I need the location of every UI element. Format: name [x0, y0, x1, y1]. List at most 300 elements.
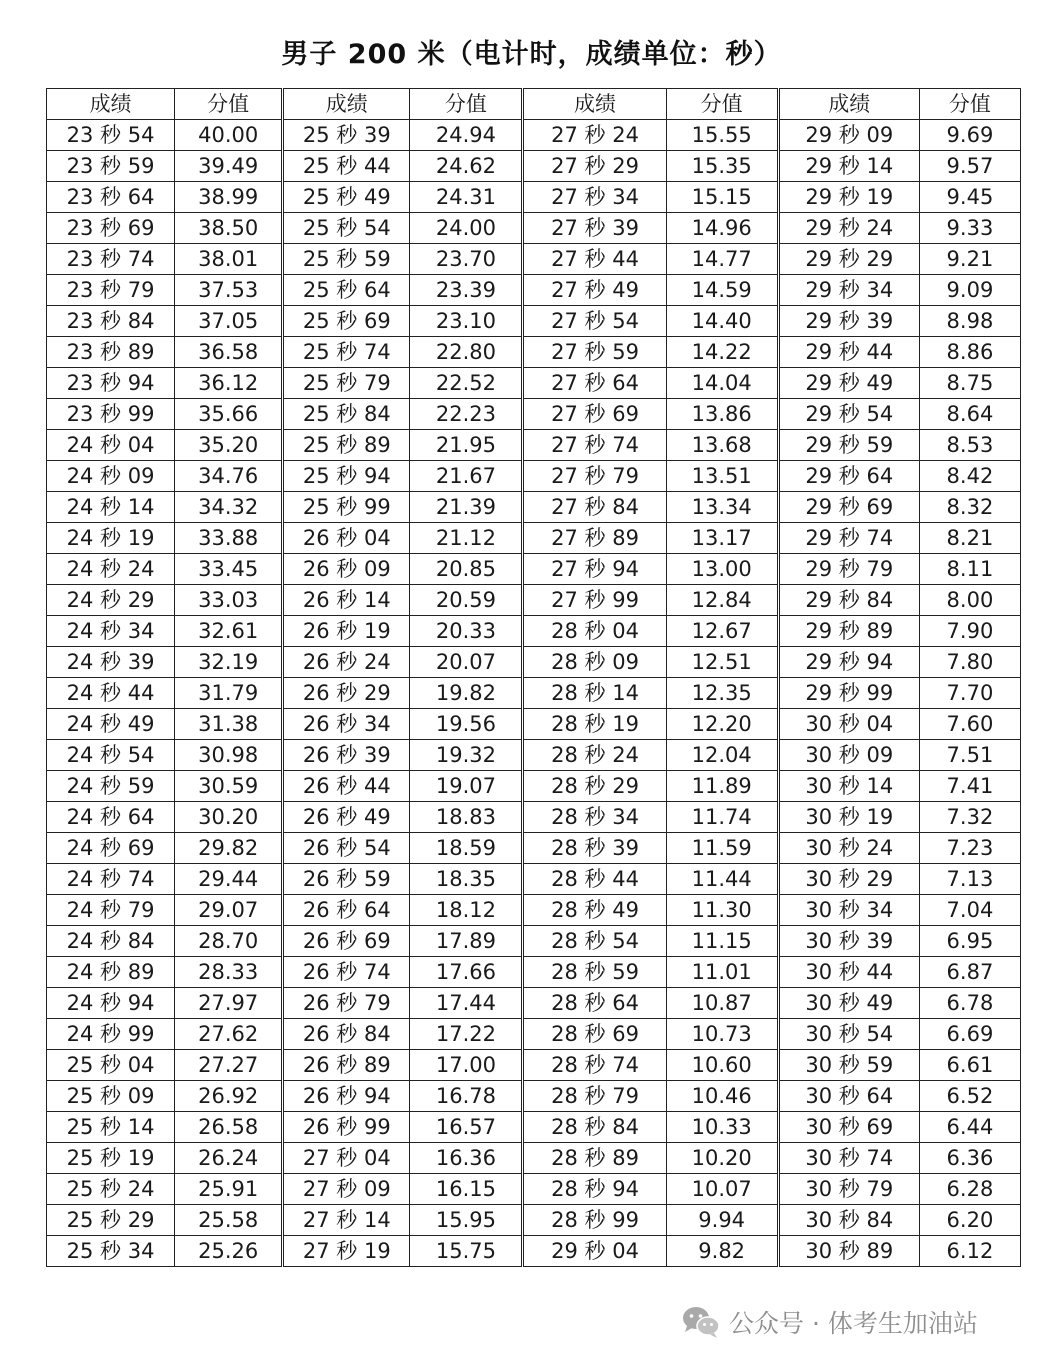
time-cell: 30 秒 69: [778, 1112, 919, 1143]
table-row: [47, 430, 1021, 461]
score-cell: 16.36: [410, 1143, 523, 1174]
time-cell: 28 秒 34: [523, 802, 666, 833]
time-cell: 24 秒 39: [47, 647, 175, 678]
table-row: [47, 120, 1021, 151]
score-cell: 21.95: [410, 430, 523, 461]
time-cell: 24 秒 19: [47, 523, 175, 554]
score-cell: 11.89: [666, 771, 778, 802]
score-cell: 6.44: [919, 1112, 1020, 1143]
score-cell: 17.00: [410, 1050, 523, 1081]
table-row: [47, 554, 1021, 585]
time-cell: 23 秒 89: [47, 337, 175, 368]
table-row: [47, 926, 1021, 957]
time-cell: 23 秒 64: [47, 182, 175, 213]
time-cell: 25 秒 14: [47, 1112, 175, 1143]
score-cell: 14.40: [666, 306, 778, 337]
score-cell: 16.78: [410, 1081, 523, 1112]
time-cell: 28 秒 99: [523, 1205, 666, 1236]
time-cell: 24 秒 59: [47, 771, 175, 802]
time-cell: 30 秒 54: [778, 1019, 919, 1050]
time-cell: 25 秒 79: [283, 368, 410, 399]
page-title: 男子 200 米（电计时，成绩单位：秒）: [281, 39, 782, 70]
score-cell: 39.49: [175, 151, 283, 182]
time-cell: 24 秒 79: [47, 895, 175, 926]
time-cell: 27 秒 59: [523, 337, 666, 368]
table-row: [47, 523, 1021, 554]
score-cell: 36.58: [175, 337, 283, 368]
score-cell: 7.70: [919, 678, 1020, 709]
time-cell: 30 秒 44: [778, 957, 919, 988]
score-cell: 6.87: [919, 957, 1020, 988]
time-cell: 27 秒 79: [523, 461, 666, 492]
time-cell: 28 秒 24: [523, 740, 666, 771]
score-cell: 11.74: [666, 802, 778, 833]
time-cell: 27 秒 19: [283, 1236, 410, 1267]
time-cell: 29 秒 14: [778, 151, 919, 182]
time-cell: 26 秒 39: [283, 740, 410, 771]
time-cell: 25 秒 69: [283, 306, 410, 337]
score-cell: 7.80: [919, 647, 1020, 678]
time-cell: 23 秒 94: [47, 368, 175, 399]
table-row: [47, 647, 1021, 678]
time-cell: 25 秒 64: [283, 275, 410, 306]
score-cell: 12.67: [666, 616, 778, 647]
time-cell: 29 秒 94: [778, 647, 919, 678]
score-cell: 8.11: [919, 554, 1020, 585]
time-cell: 26 秒 89: [283, 1050, 410, 1081]
time-cell: 30 秒 09: [778, 740, 919, 771]
score-cell: 12.84: [666, 585, 778, 616]
score-cell: 23.39: [410, 275, 523, 306]
time-cell: 28 秒 59: [523, 957, 666, 988]
time-cell: 30 秒 74: [778, 1143, 919, 1174]
table-row: [47, 957, 1021, 988]
score-cell: 32.19: [175, 647, 283, 678]
score-cell: 7.60: [919, 709, 1020, 740]
time-cell: 29 秒 59: [778, 430, 919, 461]
score-cell: 25.91: [175, 1174, 283, 1205]
score-cell: 15.55: [666, 120, 778, 151]
score-cell: 33.88: [175, 523, 283, 554]
time-cell: 30 秒 89: [778, 1236, 919, 1267]
table-row: [47, 1050, 1021, 1081]
table-row: [47, 585, 1021, 616]
score-cell: 7.32: [919, 802, 1020, 833]
score-cell: 7.23: [919, 833, 1020, 864]
time-cell: 26 秒 44: [283, 771, 410, 802]
score-cell: 8.86: [919, 337, 1020, 368]
score-cell: 18.83: [410, 802, 523, 833]
score-cell: 8.98: [919, 306, 1020, 337]
score-cell: 15.75: [410, 1236, 523, 1267]
time-cell: 29 秒 54: [778, 399, 919, 430]
score-cell: 6.78: [919, 988, 1020, 1019]
time-cell: 30 秒 59: [778, 1050, 919, 1081]
time-cell: 25 秒 54: [283, 213, 410, 244]
table-row: [47, 895, 1021, 926]
score-cell: 6.69: [919, 1019, 1020, 1050]
wechat-icon: [681, 1305, 721, 1339]
score-cell: 11.30: [666, 895, 778, 926]
time-cell: 24 秒 34: [47, 616, 175, 647]
score-cell: 15.35: [666, 151, 778, 182]
time-cell: 27 秒 24: [523, 120, 666, 151]
time-cell: 26 秒 94: [283, 1081, 410, 1112]
time-cell: 28 秒 94: [523, 1174, 666, 1205]
time-cell: 26 秒 59: [283, 864, 410, 895]
table-row: [47, 492, 1021, 523]
header-cell: 成绩: [283, 89, 410, 120]
time-cell: 27 秒 29: [523, 151, 666, 182]
time-cell: 24 秒 84: [47, 926, 175, 957]
score-cell: 7.90: [919, 616, 1020, 647]
score-cell: 10.20: [666, 1143, 778, 1174]
time-cell: 28 秒 74: [523, 1050, 666, 1081]
time-cell: 29 秒 24: [778, 213, 919, 244]
time-cell: 29 秒 44: [778, 337, 919, 368]
score-cell: 10.60: [666, 1050, 778, 1081]
time-cell: 27 秒 49: [523, 275, 666, 306]
score-cell: 25.26: [175, 1236, 283, 1267]
time-cell: 29 秒 04: [523, 1236, 666, 1267]
time-cell: 24 秒 94: [47, 988, 175, 1019]
time-cell: 30 秒 04: [778, 709, 919, 740]
score-cell: 6.20: [919, 1205, 1020, 1236]
time-cell: 26 秒 09: [283, 554, 410, 585]
score-cell: 14.22: [666, 337, 778, 368]
score-cell: 19.32: [410, 740, 523, 771]
time-cell: 26 秒 14: [283, 585, 410, 616]
time-cell: 26 秒 54: [283, 833, 410, 864]
score-cell: 35.20: [175, 430, 283, 461]
time-cell: 25 秒 99: [283, 492, 410, 523]
score-cell: 9.82: [666, 1236, 778, 1267]
time-cell: 30 秒 84: [778, 1205, 919, 1236]
time-cell: 27 秒 99: [523, 585, 666, 616]
score-cell: 9.45: [919, 182, 1020, 213]
header-cell: 成绩: [523, 89, 666, 120]
table-row: [47, 771, 1021, 802]
time-cell: 24 秒 99: [47, 1019, 175, 1050]
score-cell: 10.33: [666, 1112, 778, 1143]
time-cell: 24 秒 89: [47, 957, 175, 988]
time-cell: 27 秒 84: [523, 492, 666, 523]
score-cell: 20.85: [410, 554, 523, 585]
table-row: [47, 1205, 1021, 1236]
time-cell: 28 秒 44: [523, 864, 666, 895]
score-cell: 14.77: [666, 244, 778, 275]
time-cell: 26 秒 29: [283, 678, 410, 709]
time-cell: 26 秒 74: [283, 957, 410, 988]
time-cell: 30 秒 19: [778, 802, 919, 833]
time-cell: 27 秒 89: [523, 523, 666, 554]
time-cell: 26 秒 19: [283, 616, 410, 647]
score-table: [46, 88, 1021, 1267]
score-cell: 12.35: [666, 678, 778, 709]
score-cell: 18.59: [410, 833, 523, 864]
time-cell: 25 秒 29: [47, 1205, 175, 1236]
score-cell: 29.44: [175, 864, 283, 895]
score-cell: 37.05: [175, 306, 283, 337]
time-cell: 28 秒 39: [523, 833, 666, 864]
score-cell: 26.24: [175, 1143, 283, 1174]
score-cell: 16.15: [410, 1174, 523, 1205]
time-cell: 28 秒 54: [523, 926, 666, 957]
time-cell: 29 秒 19: [778, 182, 919, 213]
score-cell: 13.68: [666, 430, 778, 461]
time-cell: 29 秒 34: [778, 275, 919, 306]
score-cell: 14.59: [666, 275, 778, 306]
time-cell: 30 秒 14: [778, 771, 919, 802]
score-cell: 10.87: [666, 988, 778, 1019]
score-cell: 38.50: [175, 213, 283, 244]
score-cell: 38.99: [175, 182, 283, 213]
time-cell: 25 秒 44: [283, 151, 410, 182]
time-cell: 27 秒 44: [523, 244, 666, 275]
time-cell: 24 秒 69: [47, 833, 175, 864]
time-cell: 25 秒 04: [47, 1050, 175, 1081]
time-cell: 24 秒 54: [47, 740, 175, 771]
score-cell: 15.95: [410, 1205, 523, 1236]
score-cell: 9.94: [666, 1205, 778, 1236]
time-cell: 25 秒 89: [283, 430, 410, 461]
score-cell: 23.70: [410, 244, 523, 275]
score-cell: 12.51: [666, 647, 778, 678]
score-cell: 8.21: [919, 523, 1020, 554]
time-cell: 28 秒 64: [523, 988, 666, 1019]
score-cell: 6.52: [919, 1081, 1020, 1112]
time-cell: 26 秒 04: [283, 523, 410, 554]
time-cell: 30 秒 29: [778, 864, 919, 895]
time-cell: 25 秒 24: [47, 1174, 175, 1205]
score-cell: 31.79: [175, 678, 283, 709]
header-cell: 分值: [919, 89, 1020, 120]
watermark-text: 公众号 · 体考生加油站: [729, 1309, 978, 1338]
score-cell: 7.51: [919, 740, 1020, 771]
table-row: [47, 306, 1021, 337]
time-cell: 24 秒 04: [47, 430, 175, 461]
time-cell: 24 秒 44: [47, 678, 175, 709]
time-cell: 26 秒 79: [283, 988, 410, 1019]
score-cell: 8.32: [919, 492, 1020, 523]
score-cell: 14.04: [666, 368, 778, 399]
score-cell: 7.41: [919, 771, 1020, 802]
table-row: [47, 213, 1021, 244]
time-cell: 28 秒 14: [523, 678, 666, 709]
score-cell: 12.20: [666, 709, 778, 740]
header-cell: 分值: [410, 89, 523, 120]
score-cell: 11.59: [666, 833, 778, 864]
time-cell: 23 秒 59: [47, 151, 175, 182]
time-cell: 27 秒 09: [283, 1174, 410, 1205]
table-row: [47, 399, 1021, 430]
score-cell: 26.92: [175, 1081, 283, 1112]
score-cell: 7.04: [919, 895, 1020, 926]
header-cell: 成绩: [47, 89, 175, 120]
time-cell: 28 秒 84: [523, 1112, 666, 1143]
score-cell: 27.97: [175, 988, 283, 1019]
table-row: [47, 616, 1021, 647]
header-cell: 成绩: [778, 89, 919, 120]
score-cell: 30.98: [175, 740, 283, 771]
time-cell: 23 秒 99: [47, 399, 175, 430]
score-cell: 9.21: [919, 244, 1020, 275]
table-row: [47, 833, 1021, 864]
score-cell: 14.96: [666, 213, 778, 244]
time-cell: 28 秒 04: [523, 616, 666, 647]
header-cell: 分值: [175, 89, 283, 120]
score-cell: 26.58: [175, 1112, 283, 1143]
table-row: [47, 678, 1021, 709]
time-cell: 26 秒 64: [283, 895, 410, 926]
table-row: [47, 337, 1021, 368]
time-cell: 25 秒 84: [283, 399, 410, 430]
score-cell: 20.59: [410, 585, 523, 616]
score-cell: 15.15: [666, 182, 778, 213]
score-cell: 19.82: [410, 678, 523, 709]
table-row: [47, 864, 1021, 895]
score-cell: 24.94: [410, 120, 523, 151]
score-cell: 21.67: [410, 461, 523, 492]
score-cell: 11.15: [666, 926, 778, 957]
score-cell: 6.28: [919, 1174, 1020, 1205]
score-cell: 34.76: [175, 461, 283, 492]
score-cell: 37.53: [175, 275, 283, 306]
watermark: [681, 1302, 978, 1342]
score-cell: 32.61: [175, 616, 283, 647]
time-cell: 27 秒 54: [523, 306, 666, 337]
time-cell: 30 秒 24: [778, 833, 919, 864]
score-cell: 9.57: [919, 151, 1020, 182]
time-cell: 27 秒 04: [283, 1143, 410, 1174]
score-cell: 8.00: [919, 585, 1020, 616]
time-cell: 28 秒 29: [523, 771, 666, 802]
score-cell: 29.82: [175, 833, 283, 864]
score-cell: 31.38: [175, 709, 283, 740]
time-cell: 25 秒 39: [283, 120, 410, 151]
score-cell: 8.42: [919, 461, 1020, 492]
time-cell: 26 秒 84: [283, 1019, 410, 1050]
time-cell: 26 秒 34: [283, 709, 410, 740]
time-cell: 24 秒 29: [47, 585, 175, 616]
score-cell: 6.95: [919, 926, 1020, 957]
table-row: [47, 709, 1021, 740]
score-cell: 20.07: [410, 647, 523, 678]
time-cell: 27 秒 69: [523, 399, 666, 430]
score-cell: 33.03: [175, 585, 283, 616]
score-cell: 6.12: [919, 1236, 1020, 1267]
score-cell: 17.22: [410, 1019, 523, 1050]
score-cell: 18.35: [410, 864, 523, 895]
score-cell: 12.04: [666, 740, 778, 771]
header-cell: 分值: [666, 89, 778, 120]
score-cell: 13.51: [666, 461, 778, 492]
table-row: [47, 988, 1021, 1019]
time-cell: 30 秒 39: [778, 926, 919, 957]
score-cell: 22.52: [410, 368, 523, 399]
time-cell: 24 秒 49: [47, 709, 175, 740]
score-cell: 9.09: [919, 275, 1020, 306]
score-cell: 23.10: [410, 306, 523, 337]
time-cell: 29 秒 09: [778, 120, 919, 151]
table-row: [47, 1112, 1021, 1143]
time-cell: 28 秒 09: [523, 647, 666, 678]
time-cell: 28 秒 79: [523, 1081, 666, 1112]
table-row: [47, 275, 1021, 306]
score-cell: 7.13: [919, 864, 1020, 895]
time-cell: 27 秒 39: [523, 213, 666, 244]
time-cell: 28 秒 49: [523, 895, 666, 926]
score-cell: 29.07: [175, 895, 283, 926]
time-cell: 28 秒 69: [523, 1019, 666, 1050]
score-cell: 27.62: [175, 1019, 283, 1050]
time-cell: 27 秒 64: [523, 368, 666, 399]
time-cell: 25 秒 19: [47, 1143, 175, 1174]
score-cell: 35.66: [175, 399, 283, 430]
time-cell: 25 秒 09: [47, 1081, 175, 1112]
time-cell: 23 秒 79: [47, 275, 175, 306]
score-cell: 13.00: [666, 554, 778, 585]
time-cell: 27 秒 94: [523, 554, 666, 585]
score-cell: 30.20: [175, 802, 283, 833]
time-cell: 27 秒 74: [523, 430, 666, 461]
time-cell: 23 秒 54: [47, 120, 175, 151]
time-cell: 27 秒 14: [283, 1205, 410, 1236]
score-cell: 9.69: [919, 120, 1020, 151]
score-cell: 8.75: [919, 368, 1020, 399]
time-cell: 29 秒 74: [778, 523, 919, 554]
time-cell: 30 秒 49: [778, 988, 919, 1019]
table-row: [47, 1174, 1021, 1205]
table-row: [47, 151, 1021, 182]
time-cell: 26 秒 24: [283, 647, 410, 678]
score-cell: 11.01: [666, 957, 778, 988]
time-cell: 29 秒 49: [778, 368, 919, 399]
score-cell: 38.01: [175, 244, 283, 275]
time-cell: 24 秒 64: [47, 802, 175, 833]
time-cell: 29 秒 29: [778, 244, 919, 275]
score-cell: 13.86: [666, 399, 778, 430]
score-cell: 13.17: [666, 523, 778, 554]
time-cell: 28 秒 89: [523, 1143, 666, 1174]
score-cell: 17.89: [410, 926, 523, 957]
score-cell: 19.56: [410, 709, 523, 740]
time-cell: 23 秒 69: [47, 213, 175, 244]
table-row: [47, 368, 1021, 399]
score-cell: 13.34: [666, 492, 778, 523]
score-cell: 8.64: [919, 399, 1020, 430]
score-cell: 21.12: [410, 523, 523, 554]
time-cell: 29 秒 64: [778, 461, 919, 492]
time-cell: 29 秒 84: [778, 585, 919, 616]
time-cell: 26 秒 49: [283, 802, 410, 833]
table-row: [47, 1019, 1021, 1050]
time-cell: 29 秒 39: [778, 306, 919, 337]
score-cell: 20.33: [410, 616, 523, 647]
score-cell: 25.58: [175, 1205, 283, 1236]
score-cell: 10.73: [666, 1019, 778, 1050]
score-cell: 6.61: [919, 1050, 1020, 1081]
table-row: [47, 182, 1021, 213]
time-cell: 25 秒 49: [283, 182, 410, 213]
score-cell: 9.33: [919, 213, 1020, 244]
time-cell: 25 秒 59: [283, 244, 410, 275]
score-cell: 21.39: [410, 492, 523, 523]
score-cell: 24.62: [410, 151, 523, 182]
time-cell: 24 秒 14: [47, 492, 175, 523]
time-cell: 24 秒 24: [47, 554, 175, 585]
time-cell: 23 秒 84: [47, 306, 175, 337]
